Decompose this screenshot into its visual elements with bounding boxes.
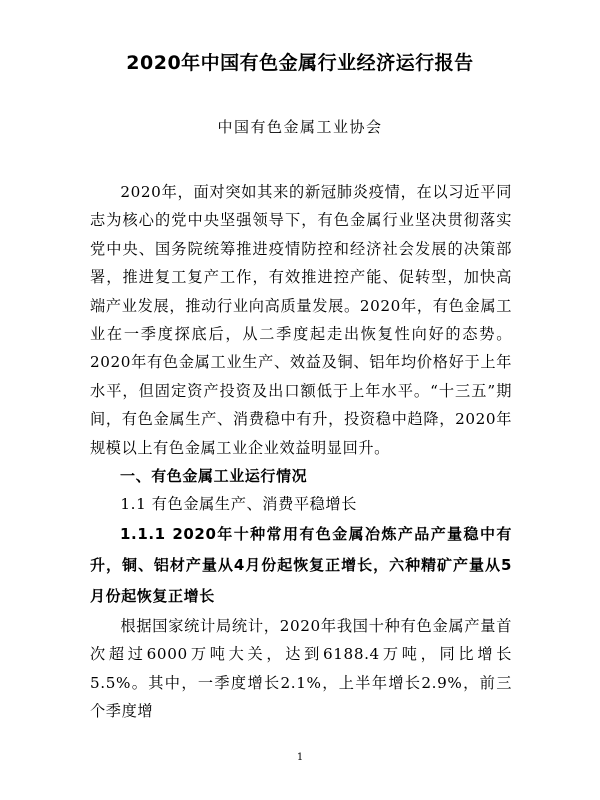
section-paragraph-1-1-1: 根据国家统计局统计，2020年我国十种有色金属产量首次超过6000万吨大关，达到6188.4万吨，同比增长5.5%。其中，一季度增长2.1%，上半年增长2.9%，前三个季度增	[90, 616, 512, 721]
page-number: 1	[296, 752, 304, 763]
author-organization: 中国有色金属工业协会	[217, 118, 383, 136]
section-heading-1-1-1: 1.1.1 2020年十种常用有色金属冶炼产品产量稳中有升，铜、铝材产量从4月份起恢复正增长，六种精矿产量从5月份起恢复正增长	[90, 524, 512, 605]
document-body	[90, 178, 512, 726]
intro-paragraph: 2020年，面对突如其来的新冠肺炎疫情，在以习近平同志为核心的党中央坚强领导下，有色金属行业坚决贯彻落实党中央、国务院统筹推进疫情防控和经济社会发展的决策部署，推进复工复产工作，有效推进控产能、促转型，加快高端产业发展，推动行业向高质量发展。2020年，有色金属工业在一季度探底后，从二季度起走出恢复性向好的态势。2020年有色金属工业生产、效益及铜、铝年均价格好于上年水平，但固定资产投资及出口额低于上年水平。“十三五”期间，有色金属生产、消费稳中有升，投资稳中趋降，2020年规模以上有色金属工业企业效益明显回升。	[90, 183, 512, 457]
section-heading-1: 一、有色金属工业运行情况	[120, 467, 308, 486]
section-heading-1-1: 1.1 有色金属生产、消费平稳增长	[120, 495, 358, 514]
document-title: 2020年中国有色金属行业经济运行报告	[126, 52, 474, 74]
